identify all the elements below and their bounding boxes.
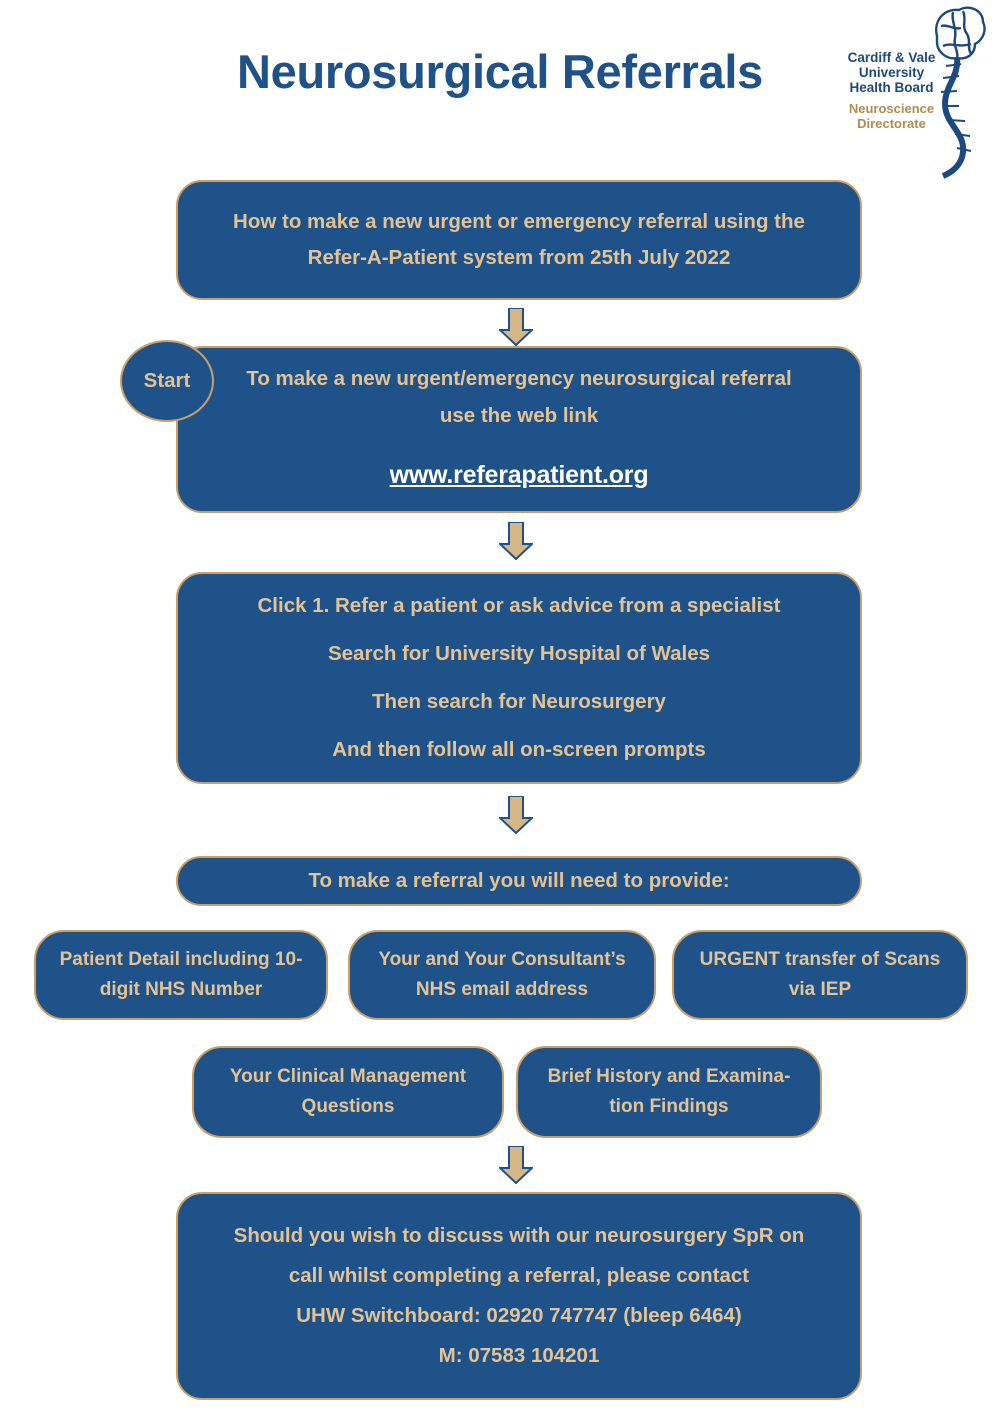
down-arrow-icon-1 (499, 308, 533, 346)
contact-box (176, 1192, 862, 1400)
health-board-logo (833, 2, 988, 180)
weblink-line-1: To make a new urgent/emergency neurosurgical referral (246, 367, 792, 391)
steps-line-2: Search for University Hospital of Wales (327, 641, 710, 665)
contact-switchboard: UHW Switchboard: 02920 747747 (bleep 6464) (296, 1304, 742, 1327)
logo-text-block (839, 50, 944, 132)
requirement-line-2: Questions (301, 1096, 395, 1117)
contact-line-1: Should you wish to discuss with our neurosurgery SpR on (233, 1224, 805, 1248)
requirement-line-2: tion Findings (609, 1096, 729, 1117)
intro-date: 25th July 2022 (590, 246, 731, 269)
weblink-line-2: use the web link (439, 404, 599, 427)
down-arrow-icon-3 (499, 796, 533, 834)
requirement-line-1: Your and Your Consultant’s (378, 948, 626, 970)
contact-line-2: call whilst completing a referral, please contact (288, 1264, 750, 1288)
steps-line-4: And then follow all on-screen prompts (332, 738, 706, 762)
requirement-line-2: via IEP (788, 979, 852, 1000)
down-arrow-icon-4 (499, 1146, 533, 1184)
logo-dept-line2: Directorate (857, 116, 926, 132)
contact-mobile: M: 07583 104201 (438, 1343, 600, 1367)
steps-line-3: Then search for Neurosurgery (372, 690, 666, 713)
requirement-nhs-email (348, 930, 656, 1020)
requirement-clinical-questions (192, 1046, 504, 1138)
logo-org-line1: Cardiff & Vale (847, 50, 936, 65)
requirement-line-2: digit NHS Number (99, 979, 263, 1000)
intro-line-2 (196, 240, 842, 276)
requirement-line-1: Patient Detail including 10- (59, 948, 303, 970)
page-title: Neurosurgical Referrals (237, 45, 763, 98)
requirement-line-2: NHS email address (415, 979, 589, 1000)
referapatient-link[interactable]: www.referapatient.org (389, 460, 649, 489)
steps-box (176, 572, 862, 784)
start-node: Start (120, 340, 214, 422)
steps-line-1: Click 1. Refer a patient or ask advice from a specialist (257, 593, 781, 617)
requirement-line-1: Brief History and Examina- (547, 1065, 791, 1087)
requirement-line-1: Your Clinical Management (229, 1065, 467, 1087)
logo-dept-line1: Neuroscience (848, 101, 935, 117)
requirements-heading-box: To make a referral you will need to provide: (176, 856, 862, 906)
down-arrow-icon-2 (499, 522, 533, 560)
logo-org-line2: University (858, 65, 925, 81)
logo-org-line3: Health Board (849, 80, 934, 96)
requirement-history-findings (516, 1046, 822, 1138)
weblink-box (176, 346, 862, 513)
intro-box (176, 180, 862, 300)
requirement-patient-detail (34, 930, 328, 1020)
intro-line-2-prefix: Refer-A-Patient system from (307, 246, 591, 269)
intro-line-1: How to make a new urgent or emergency referral using the (233, 210, 805, 234)
requirement-scan-transfer (672, 930, 968, 1020)
requirement-line-1: URGENT transfer of Scans (699, 948, 941, 970)
